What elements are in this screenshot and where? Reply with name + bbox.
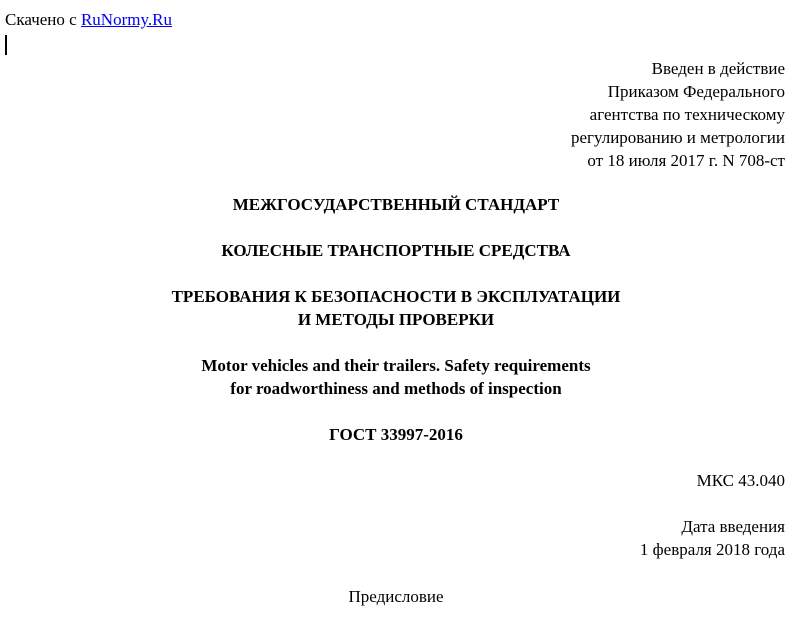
preface-heading: Предисловие: [348, 587, 444, 606]
enactment-line: от 18 июля 2017 г. N 708-ст: [587, 151, 785, 170]
enactment-line: агентства по техническому: [589, 105, 785, 124]
standard-subject-text: КОЛЕСНЫЕ ТРАНСПОРТНЫЕ СРЕДСТВА: [221, 241, 571, 260]
enactment-line: регулированию и метрологии: [570, 128, 785, 147]
download-source-prefix: Скачено с: [5, 10, 77, 29]
mks-code: [697, 469, 785, 492]
mks-code-text: МКС 43.040: [696, 471, 785, 490]
standard-title-english-line: Motor vehicles and their trailers. Safety requirements: [201, 356, 591, 375]
enactment-line: Приказом Федерального: [607, 82, 785, 101]
standard-title-english-line: for roadworthiness and methods of inspection: [230, 379, 562, 398]
runormy-link[interactable]: RuNormy.Ru: [80, 10, 172, 29]
standard-type-text: МЕЖГОСУДАРСТВЕННЫЙ СТАНДАРТ: [232, 195, 560, 214]
standard-code-heading: [0, 423, 792, 446]
standard-subject-heading: [0, 239, 792, 262]
introduction-date-block: [640, 515, 785, 561]
standard-title-line: И МЕТОДЫ ПРОВЕРКИ: [297, 310, 495, 329]
introduction-date-value: 1 февраля 2018 года: [639, 540, 785, 559]
standard-title-english: [0, 354, 792, 400]
text-caret: [5, 35, 7, 55]
standard-type-heading: [0, 193, 792, 216]
standard-title-line: ТРЕБОВАНИЯ К БЕЗОПАСНОСТИ В ЭКСПЛУАТАЦИИ: [171, 287, 621, 306]
standard-title: [0, 285, 792, 331]
enactment-line: Введен в действие: [651, 59, 785, 78]
standard-code-text: ГОСТ 33997-2016: [329, 425, 463, 444]
download-source-line: [5, 10, 172, 30]
introduction-date-label: Дата введения: [681, 517, 785, 536]
enactment-block: [571, 57, 785, 172]
